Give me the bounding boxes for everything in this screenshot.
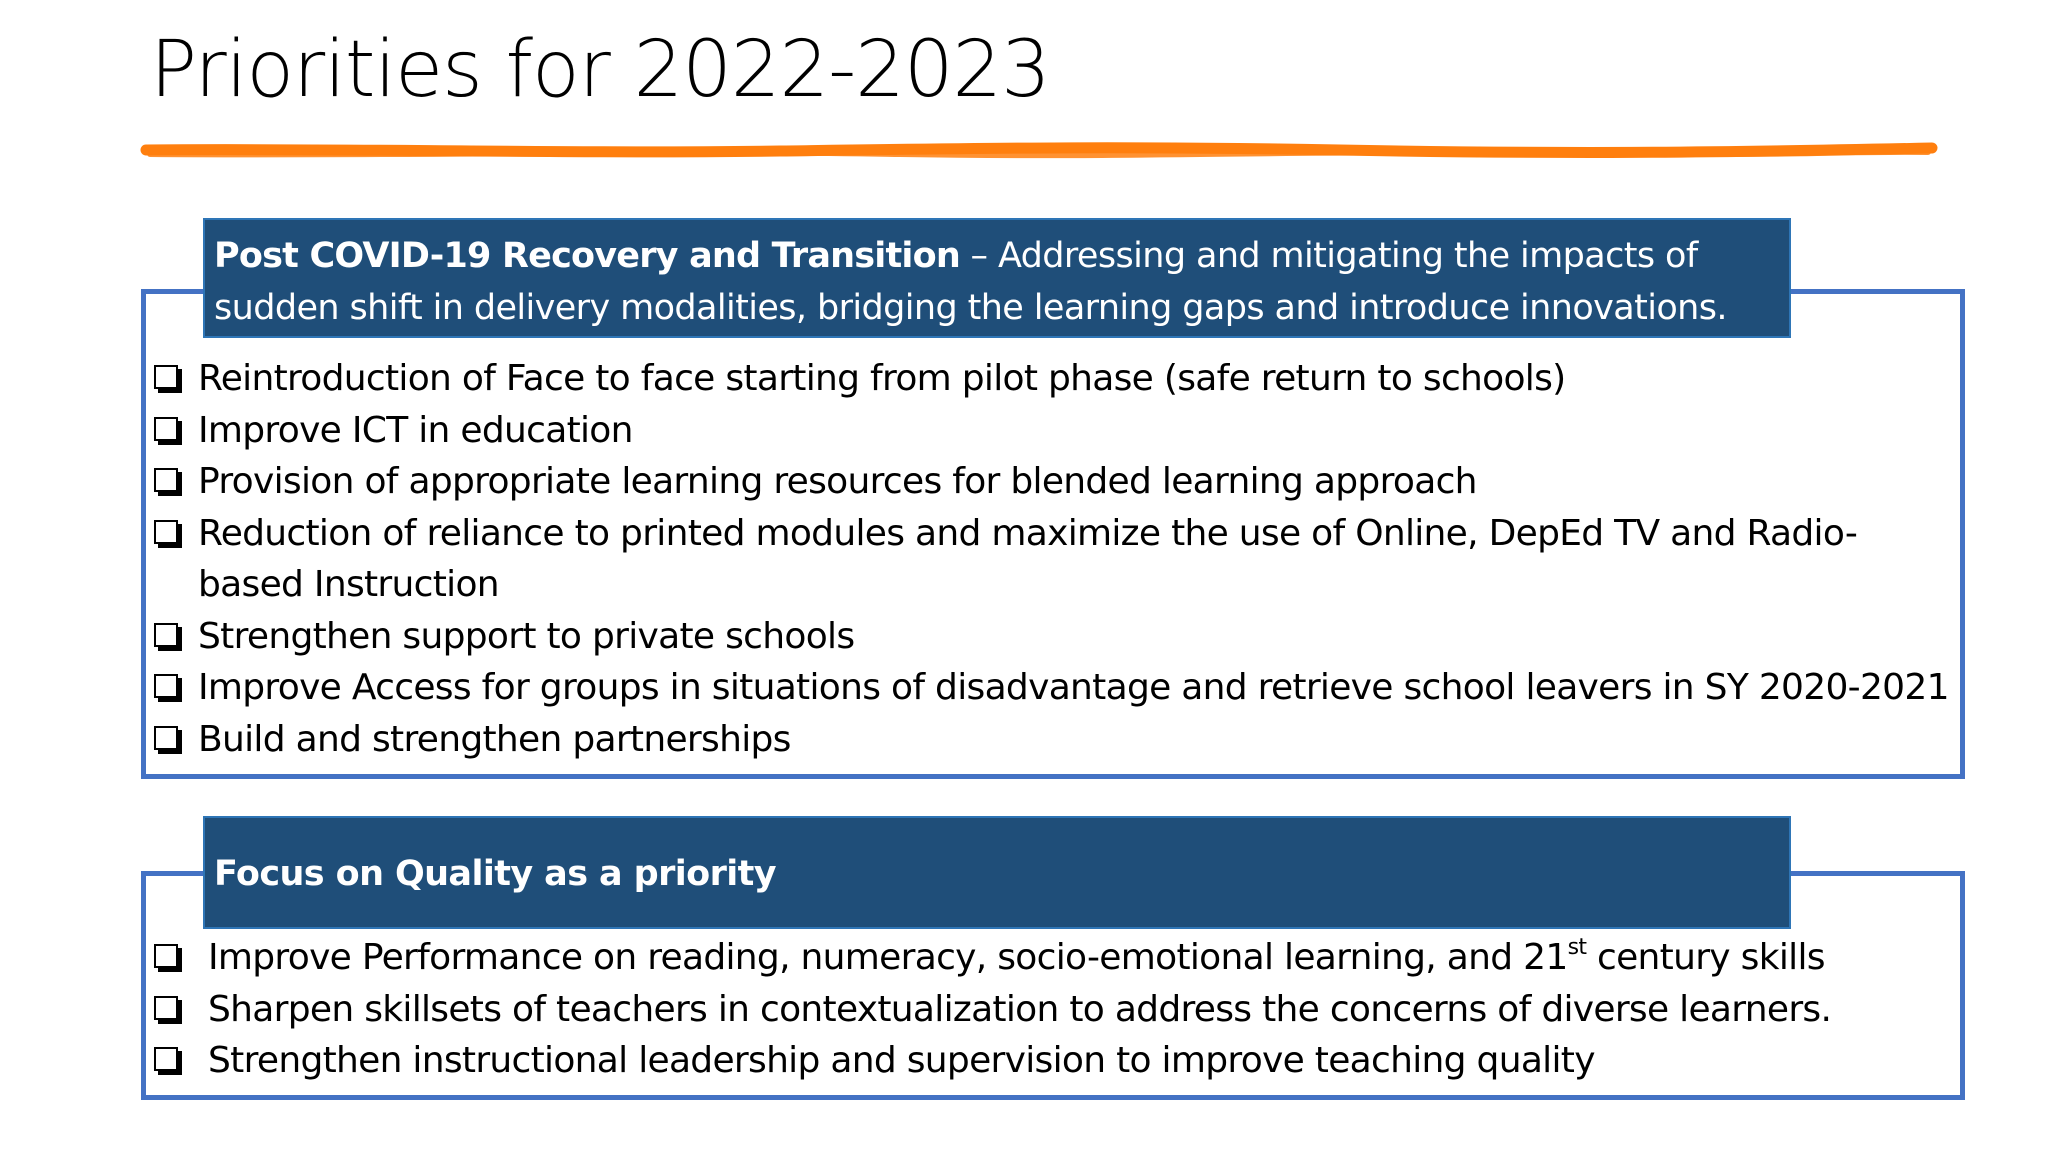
list-item [152, 508, 1928, 611]
slide-title: Priorities for 2022-2023 [150, 25, 1050, 115]
checkbox-bullet-icon [154, 365, 178, 389]
section-1-list [152, 353, 1952, 765]
ordinal-suffix: st [1567, 935, 1587, 960]
checkbox-bullet-icon [154, 623, 178, 647]
list-item-text: Reintroduction of Face to face starting from pilot phase (safe return to schools) [198, 358, 1566, 399]
checkbox-bullet-icon [154, 417, 178, 441]
title-underline [140, 136, 1940, 170]
section-2-heading: Focus on Quality as a priority [214, 854, 776, 894]
list-item-text: Strengthen support to private schools [198, 615, 855, 657]
list-item-text: Provision of appropriate learning resources for blended learning approach [198, 461, 1477, 502]
list-item-text: Reduction of reliance to printed modules and maximize the use of Online, DepEd TV and Radio-based Instruction [198, 512, 1858, 605]
section-2-banner [203, 816, 1791, 929]
checkbox-bullet-icon [154, 944, 178, 968]
list-item [152, 1035, 1952, 1087]
list-item-text: Build and strengthen partnerships [198, 718, 791, 760]
list-item-text: Improve Access for groups in situations of disadvantage and retrieve school leavers in SY 2020-2021 [198, 667, 1949, 708]
list-item-text-end: century skills [1586, 937, 1825, 978]
section-1-heading-text: – Addressing and mitigating the impacts of sudden shift in delivery modalities, bridging the learning gaps and introduce innovations. [214, 236, 1727, 328]
list-item [152, 932, 1952, 984]
list-item [152, 714, 1952, 766]
checkbox-bullet-icon [154, 674, 178, 698]
section-2-list [152, 932, 1952, 1087]
checkbox-bullet-icon [154, 520, 178, 544]
list-item-text: Strengthen instructional leadership and supervision to improve teaching quality [208, 1040, 1595, 1081]
list-item-text: Improve Performance on reading, numeracy, socio-emotional learning, and 21 [208, 937, 1568, 978]
checkbox-bullet-icon [154, 1047, 178, 1071]
list-item-text: Sharpen skillsets of teachers in contextualization to address the concerns of diverse learners. [208, 988, 1832, 1030]
list-item [152, 662, 1952, 714]
checkbox-bullet-icon [154, 726, 178, 750]
list-item-text: Improve ICT in education [198, 409, 633, 451]
list-item [152, 405, 1952, 457]
list-item [152, 984, 1952, 1036]
checkbox-bullet-icon [154, 468, 178, 492]
checkbox-bullet-icon [154, 996, 178, 1020]
list-item [152, 353, 1952, 405]
section-1-heading-bold: Post COVID-19 Recovery and Transition [214, 236, 960, 276]
list-item [152, 611, 1952, 663]
list-item [152, 456, 1952, 508]
section-1-banner [203, 218, 1791, 338]
